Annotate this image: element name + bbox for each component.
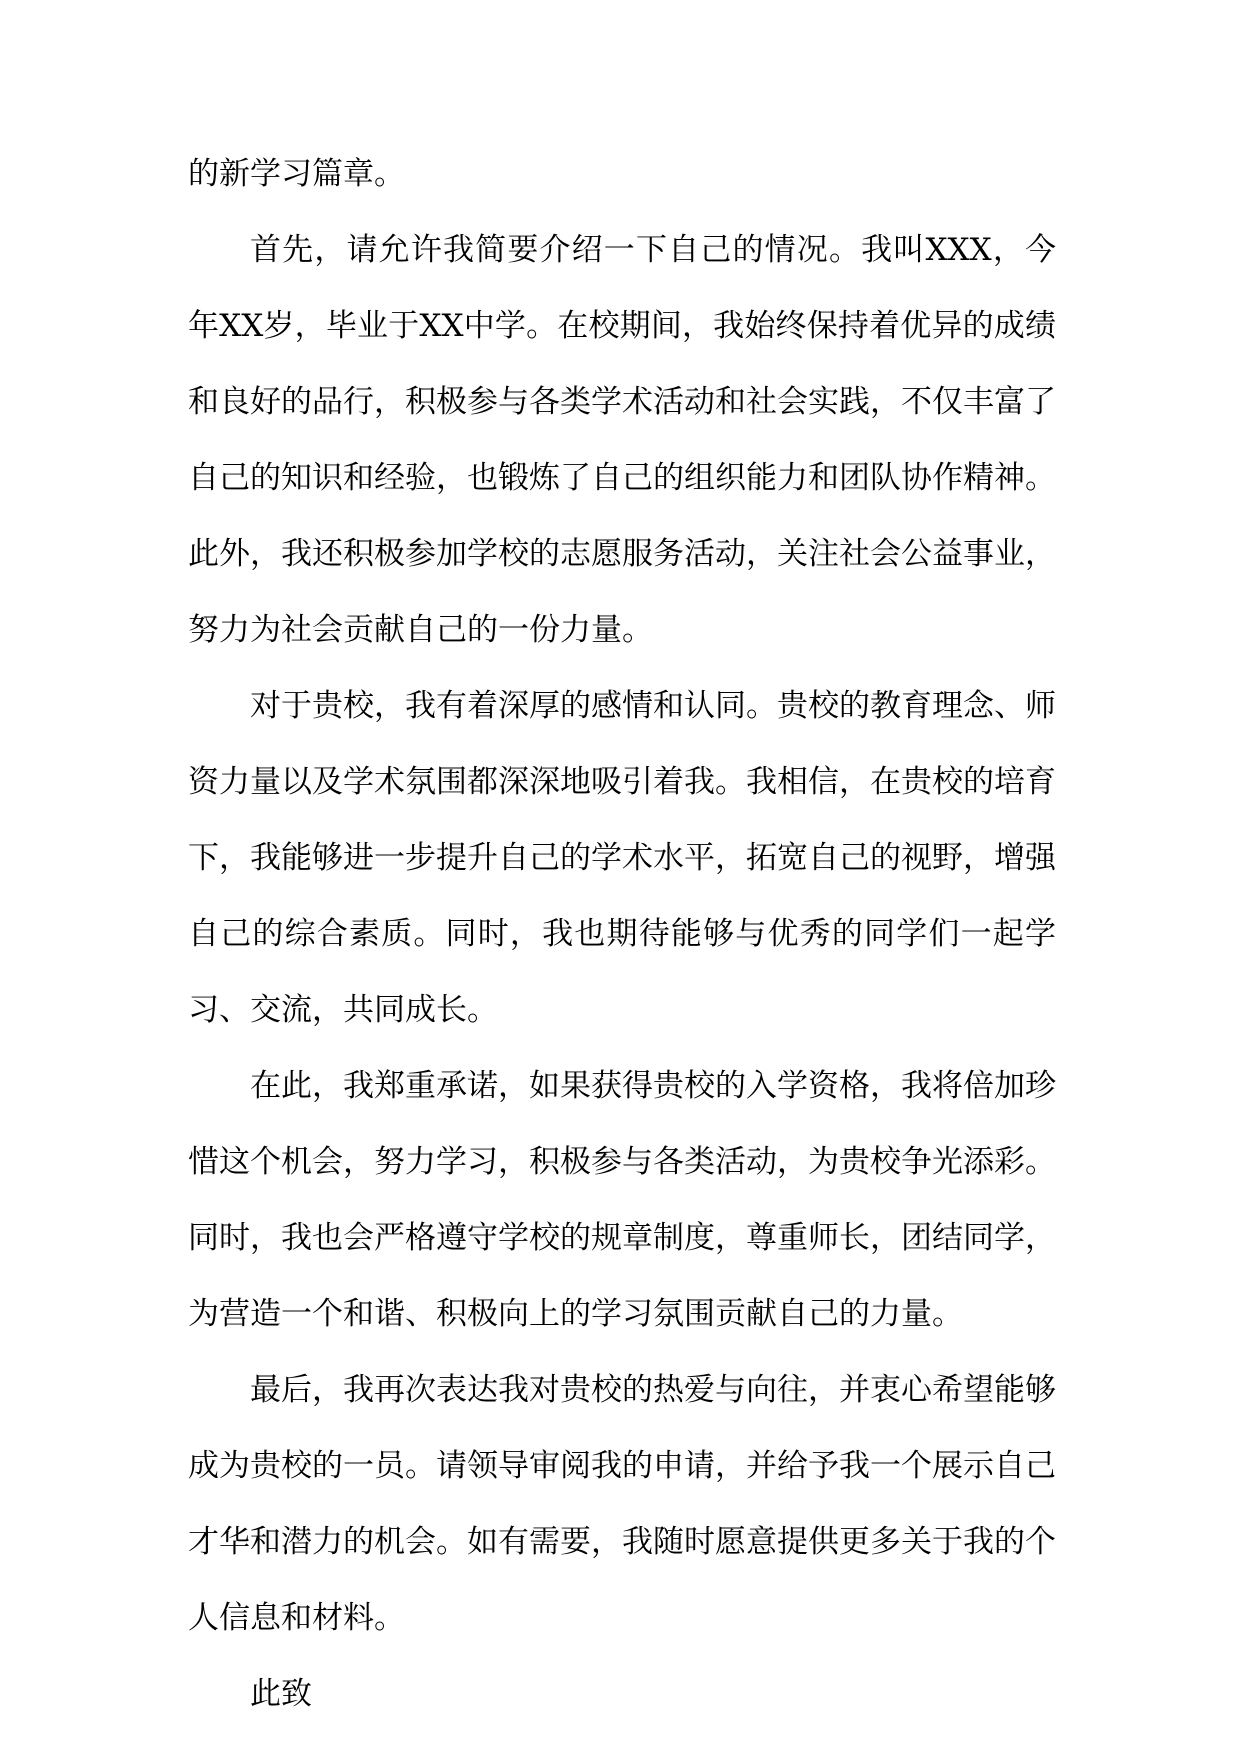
paragraph-closing-request: 最后，我再次表达我对贵校的热爱与向往，并衷心希望能够成为贵校的一员。请领导审阅我的申请，并给予我一个展示自己才华和潜力的机会。如有需要，我随时愿意提供更多关于我的个人信息和材料。 — [188, 1372, 1056, 1636]
paragraph-school-recognition: 对于贵校，我有着深厚的感情和认同。贵校的教育理念、师资力量以及学术氛围都深深地吸引着我。我相信，在贵校的培育下，我能够进一步提升自己的学术水平，拓宽自己的视野，增强自己的综合素质。同时，我也期待能够与优秀的同学们一起学习、交流，共同成长。 — [188, 688, 1056, 1028]
paragraph-salutation: 此致 — [250, 1676, 312, 1712]
paragraph-commitment: 在此，我郑重承诺，如果获得贵校的入学资格，我将倍加珍惜这个机会，努力学习，积极参与各类活动，为贵校争光添彩。同时，我也会严格遵守学校的规章制度，尊重师长，团结同学，为营造一个和谐、积极向上的学习氛围贡献自己的力量。 — [188, 1068, 1056, 1332]
paragraph-self-introduction: 首先，请允许我简要介绍一下自己的情况。我叫XXX，今年XX岁，毕业于XX中学。在校期间，我始终保持着优异的成绩和良好的品行，积极参与各类学术活动和社会实践，不仅丰富了自己的知识和经验，也锻炼了自己的组织能力和团队协作精神。此外，我还积极参加学校的志愿服务活动，关注社会公益事业，努力为社会贡献自己的一份力量。 — [188, 232, 1056, 648]
letter-body — [188, 136, 1056, 1732]
paragraph-continuation: 的新学习篇章。 — [188, 156, 405, 192]
